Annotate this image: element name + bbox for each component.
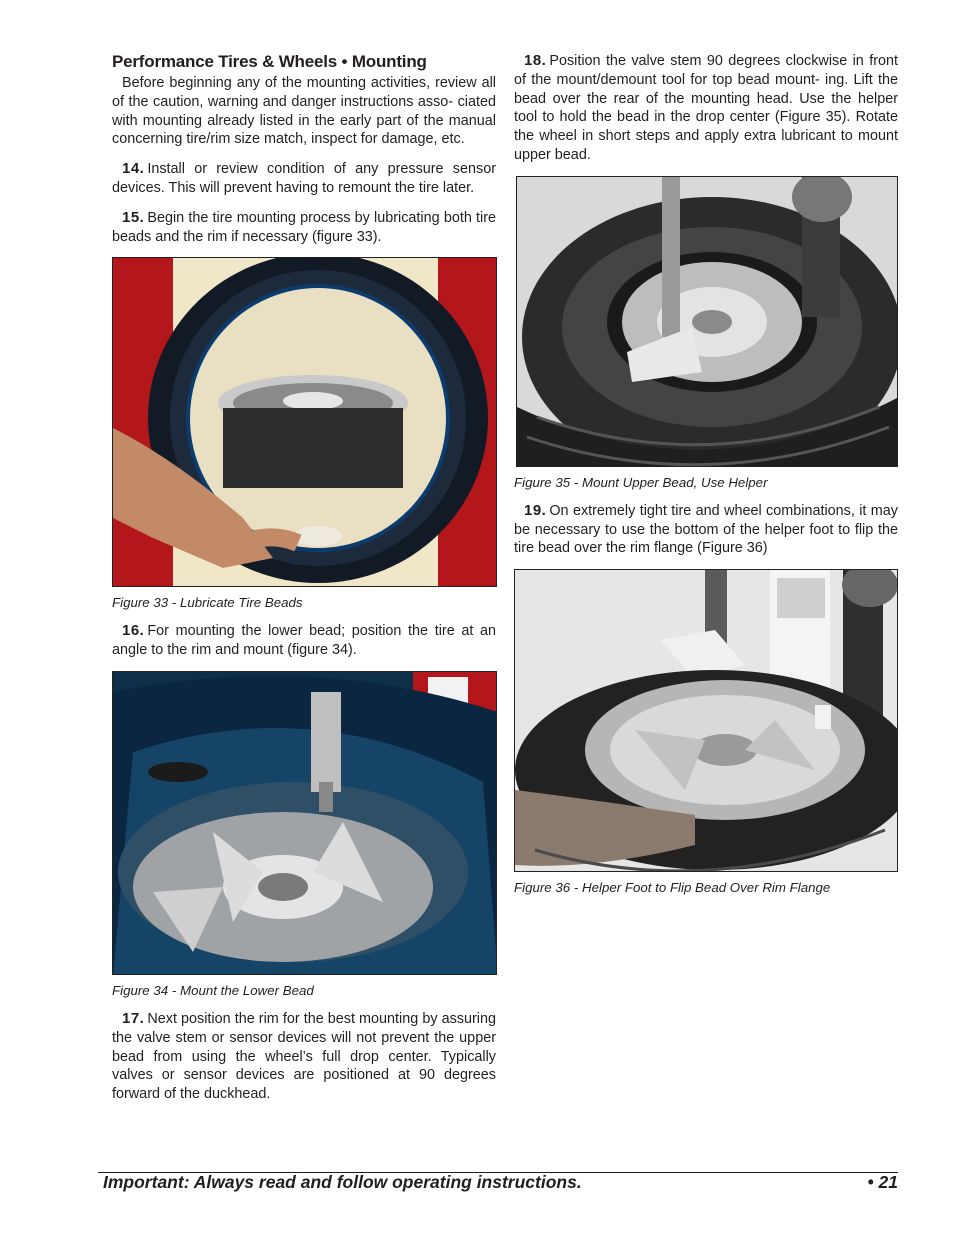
step-14 [112,160,496,198]
step-19 [514,502,898,558]
step-text: Begin the tire mounting process by lubricating both tire beads and the rim if necessary (figure 33). [112,209,496,245]
page-number: • 21 [867,1172,898,1192]
step-17 [112,1010,496,1104]
figure-35-caption: Figure 35 - Mount Upper Bead, Use Helper [514,474,768,490]
step-15 [112,209,496,247]
step-text: On extremely tight tire and wheel combinations, it may be necessary to use the bottom of the helper foot to flip the tire bead over the rim flange (Figure 36) [514,502,898,557]
footer-note: Important: Always read and follow operating instructions. [103,1172,582,1192]
step-text: Position the valve stem 90 degrees clockwise in front of the mount/demount tool for top bead mount- ing. Lift the bead over the rear of the mounting head. Use the helper tool to hold the bead in the drop center (Figure 35). Rotate the wheel in short steps and apply extra lubricant to mount upper bead. [514,53,898,163]
figure-36-caption: Figure 36 - Helper Foot to Flip Bead Over Rim Flange [514,880,831,896]
step-18 [514,52,898,165]
right-column [514,52,898,907]
step-text: For mounting the lower bead; position the tire at an angle to the rim and mount (figure 34). [112,623,496,659]
figure-35-photo [516,176,898,467]
step-text: Install or review condition of any pressure sensor devices. This will prevent having to remount the tire later. [112,161,496,196]
figure-36-photo [514,569,898,872]
section-heading: Performance Tires & Wheels • Mounting [112,52,427,71]
left-column [112,52,496,1115]
figure-34-caption: Figure 34 - Mount the Lower Bead [112,982,314,998]
figure-33-photo [112,257,497,587]
figure-34-photo [112,671,497,975]
step-text: Next position the rim for the best mounting by assuring the valve stem or sensor devices will not prevent the upper bead from using the wheel’s full drop center. Typically valves or sensor devices are positioned at 90 degrees forward of the duckhead. [112,1010,496,1103]
step-number: 18. [524,52,547,69]
page-footer [103,1172,898,1193]
step-number: 14. [122,160,145,178]
step-number: 15. [122,208,145,226]
step-number: 17. [122,1009,145,1027]
step-16 [112,622,496,660]
step-number: 16. [122,622,145,640]
step-number: 19. [524,501,547,519]
figure-33-caption: Figure 33 - Lubricate Tire Beads [112,595,303,611]
intro-paragraph: Before beginning any of the mounting activities, review all of the caution, warning and danger instructions asso- ciated with mounting already listed in the early part of the manual concerning tire/rim size match, inspect for damage, etc. [112,75,496,148]
